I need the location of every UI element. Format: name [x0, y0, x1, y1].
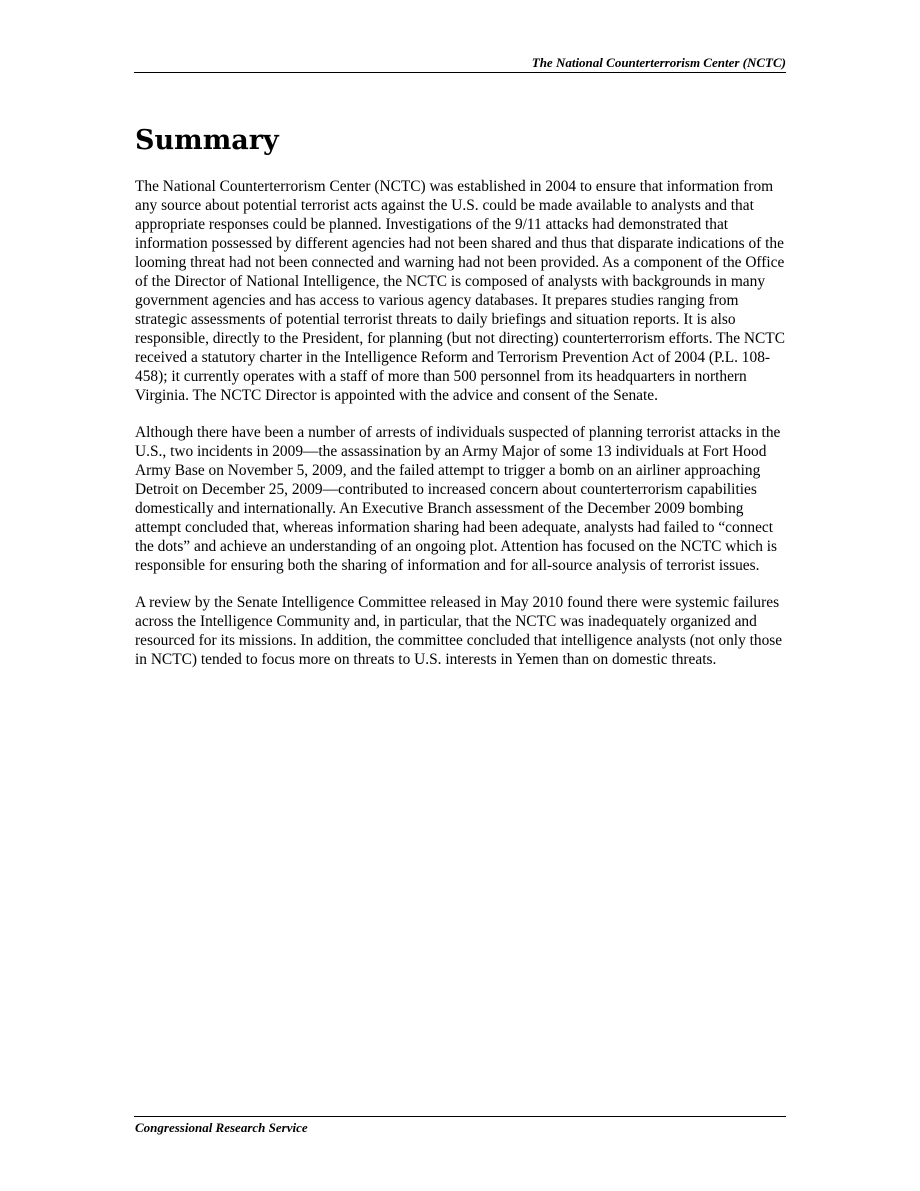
page-title: Summary	[135, 125, 279, 156]
running-header: The National Counterterrorism Center (NCTC)	[531, 55, 786, 70]
footer-divider	[134, 1116, 786, 1117]
summary-body	[135, 177, 787, 687]
running-footer: Congressional Research Service	[135, 1120, 308, 1135]
summary-paragraph-1: The National Counterterrorism Center (NCTC) was established in 2004 to ensure that information from any source about potential terrorist acts against the U.S. could be made available to analysts and that appropriate responses could be planned. Investigations of the 9/11 attacks had demonstrated that information possessed by different agencies had not been shared and thus that disparate indications of the looming threat had not been connected and warning had not been provided. As a component of the Office of the Director of National Intelligence, the NCTC is composed of analysts with backgrounds in many government agencies and has access to various agency databases. It prepares studies ranging from strategic assessments of potential terrorist threats to daily briefings and situation reports. It is also responsible, directly to the President, for planning (but not directing) counterterrorism efforts. The NCTC received a statutory charter in the Intelligence Reform and Terrorism Prevention Act of 2004 (P.L. 108-458); it currently operates with a staff of more than 500 personnel from its headquarters in northern Virginia. The NCTC Director is appointed with the advice and consent of the Senate.	[135, 178, 785, 404]
summary-paragraph-3: A review by the Senate Intelligence Committee released in May 2010 found there were systemic failures across the Intelligence Community and, in particular, that the NCTC was inadequately organized and resourced for its missions. In addition, the committee concluded that intelligence analysts (not only those in NCTC) tended to focus more on threats to U.S. interests in Yemen than on domestic threats.	[135, 594, 783, 668]
header-divider	[134, 72, 786, 73]
summary-paragraph-2: Although there have been a number of arrests of individuals suspected of planning terrorist attacks in the U.S., two incidents in 2009—the assassination by an Army Major of some 13 individuals at Fort Hood Army Base on November 5, 2009, and the failed attempt to trigger a bomb on an airliner approaching Detroit on December 25, 2009—contributed to increased concern about counterterrorism capabilities domestically and internationally. An Executive Branch assessment of the December 2009 bombing attempt concluded that, whereas information sharing had been adequate, analysts had failed to “connect the dots” and achieve an understanding of an ongoing plot. Attention has focused on the NCTC which is responsible for ensuring both the sharing of information and for all-source analysis of terrorist issues.	[135, 424, 781, 574]
